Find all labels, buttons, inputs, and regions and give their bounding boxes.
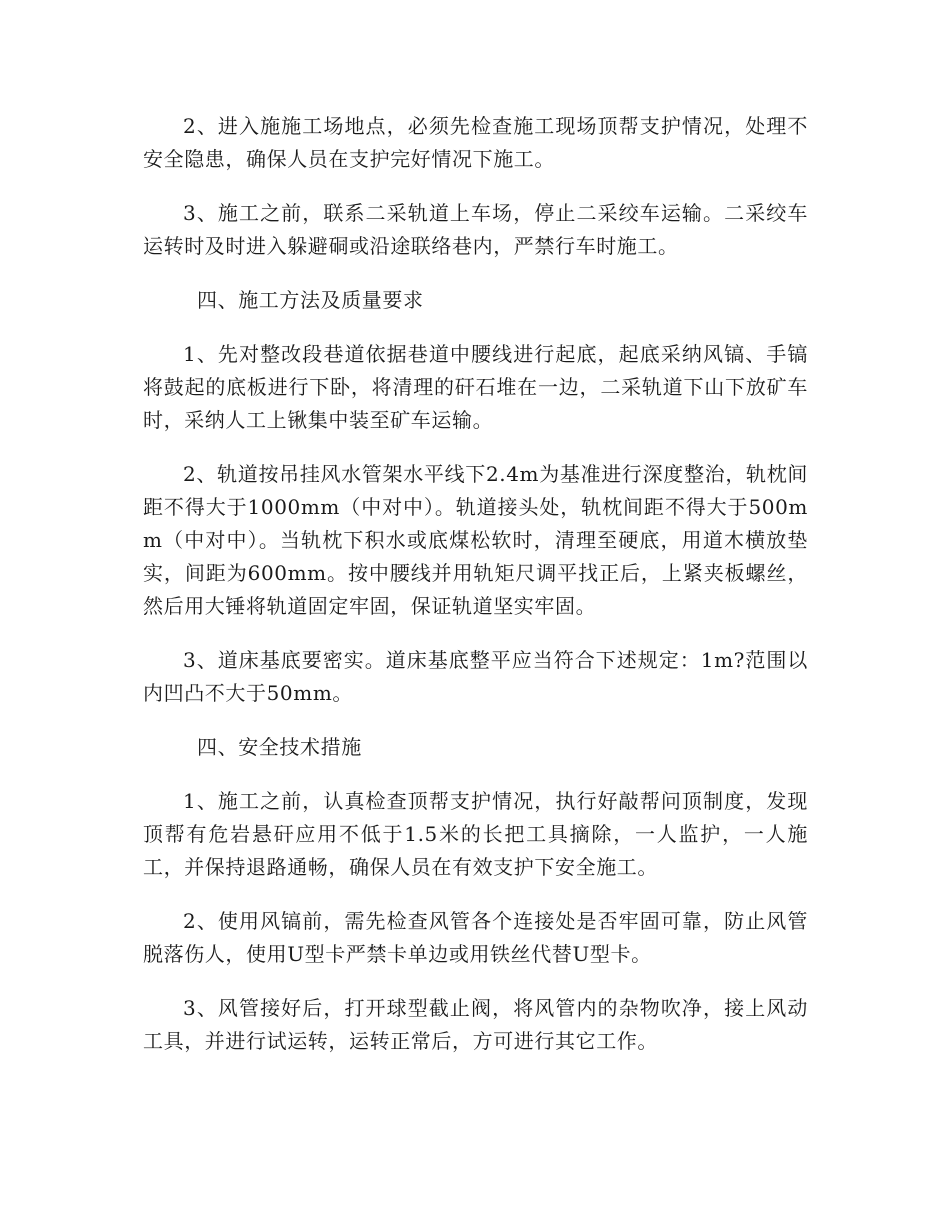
paragraph-prep-2: 2、进入施施工场地点，必须先检查施工现场顶帮支护情况，处理不安全隐患，确保人员在支护完好情况下施工。 [143, 114, 808, 171]
section-heading-construction-method: 四、施工方法及质量要求 [197, 288, 424, 312]
paragraph-safety-3: 3、风管接好后，打开球型截止阀，将风管内的杂物吹净，接上风动工具，并进行试运转，运转正常后，方可进行其它工作。 [143, 996, 808, 1053]
paragraph-safety-1: 1、施工之前，认真检查顶帮支护情况，执行好敲帮问顶制度，发现顶帮有危岩悬矸应用不低于1.5米的长把工具摘除，一人监护，一人施工，并保持退路通畅，确保人员在有效支护下安全施工。 [143, 789, 808, 879]
paragraph-method-1: 1、先对整改段巷道依据巷道中腰线进行起底，起底采纳风镐、手镐将鼓起的底板进行下卧，将清理的矸石堆在一边，二采轨道下山下放矿车时，采纳人工上锹集中装至矿车运输。 [143, 342, 808, 432]
section-heading-safety-measures: 四、安全技术措施 [197, 735, 362, 759]
document-body [143, 110, 808, 1079]
paragraph-method-2: 2、轨道按吊挂风水管架水平线下2.4m为基准进行深度整治，轨枕间距不得大于1000mm（中对中）。轨道接头处，轨枕间距不得大于500mm（中对中）。当轨枕下积水或底煤松软时，清理至硬底，用道木横放垫实，间距为600mm。按中腰线并用轨矩尺调平找正后，上紧夹板螺丝，然后用大锤将轨道固定牢固，保证轨道坚实牢固。 [143, 462, 808, 618]
paragraph-prep-3: 3、施工之前，联系二采轨道上车场，停止二采绞车运输。二采绞车运转时及时进入躲避硐或沿途联络巷内，严禁行车时施工。 [143, 201, 808, 258]
paragraph-safety-2: 2、使用风镐前，需先检查风管各个连接处是否牢固可靠，防止风管脱落伤人，使用U型卡严禁卡单边或用铁丝代替U型卡。 [143, 909, 808, 966]
paragraph-method-3: 3、道床基底要密实。道床基底整平应当符合下述规定：1m?范围以内凹凸不大于50mm。 [143, 648, 808, 705]
